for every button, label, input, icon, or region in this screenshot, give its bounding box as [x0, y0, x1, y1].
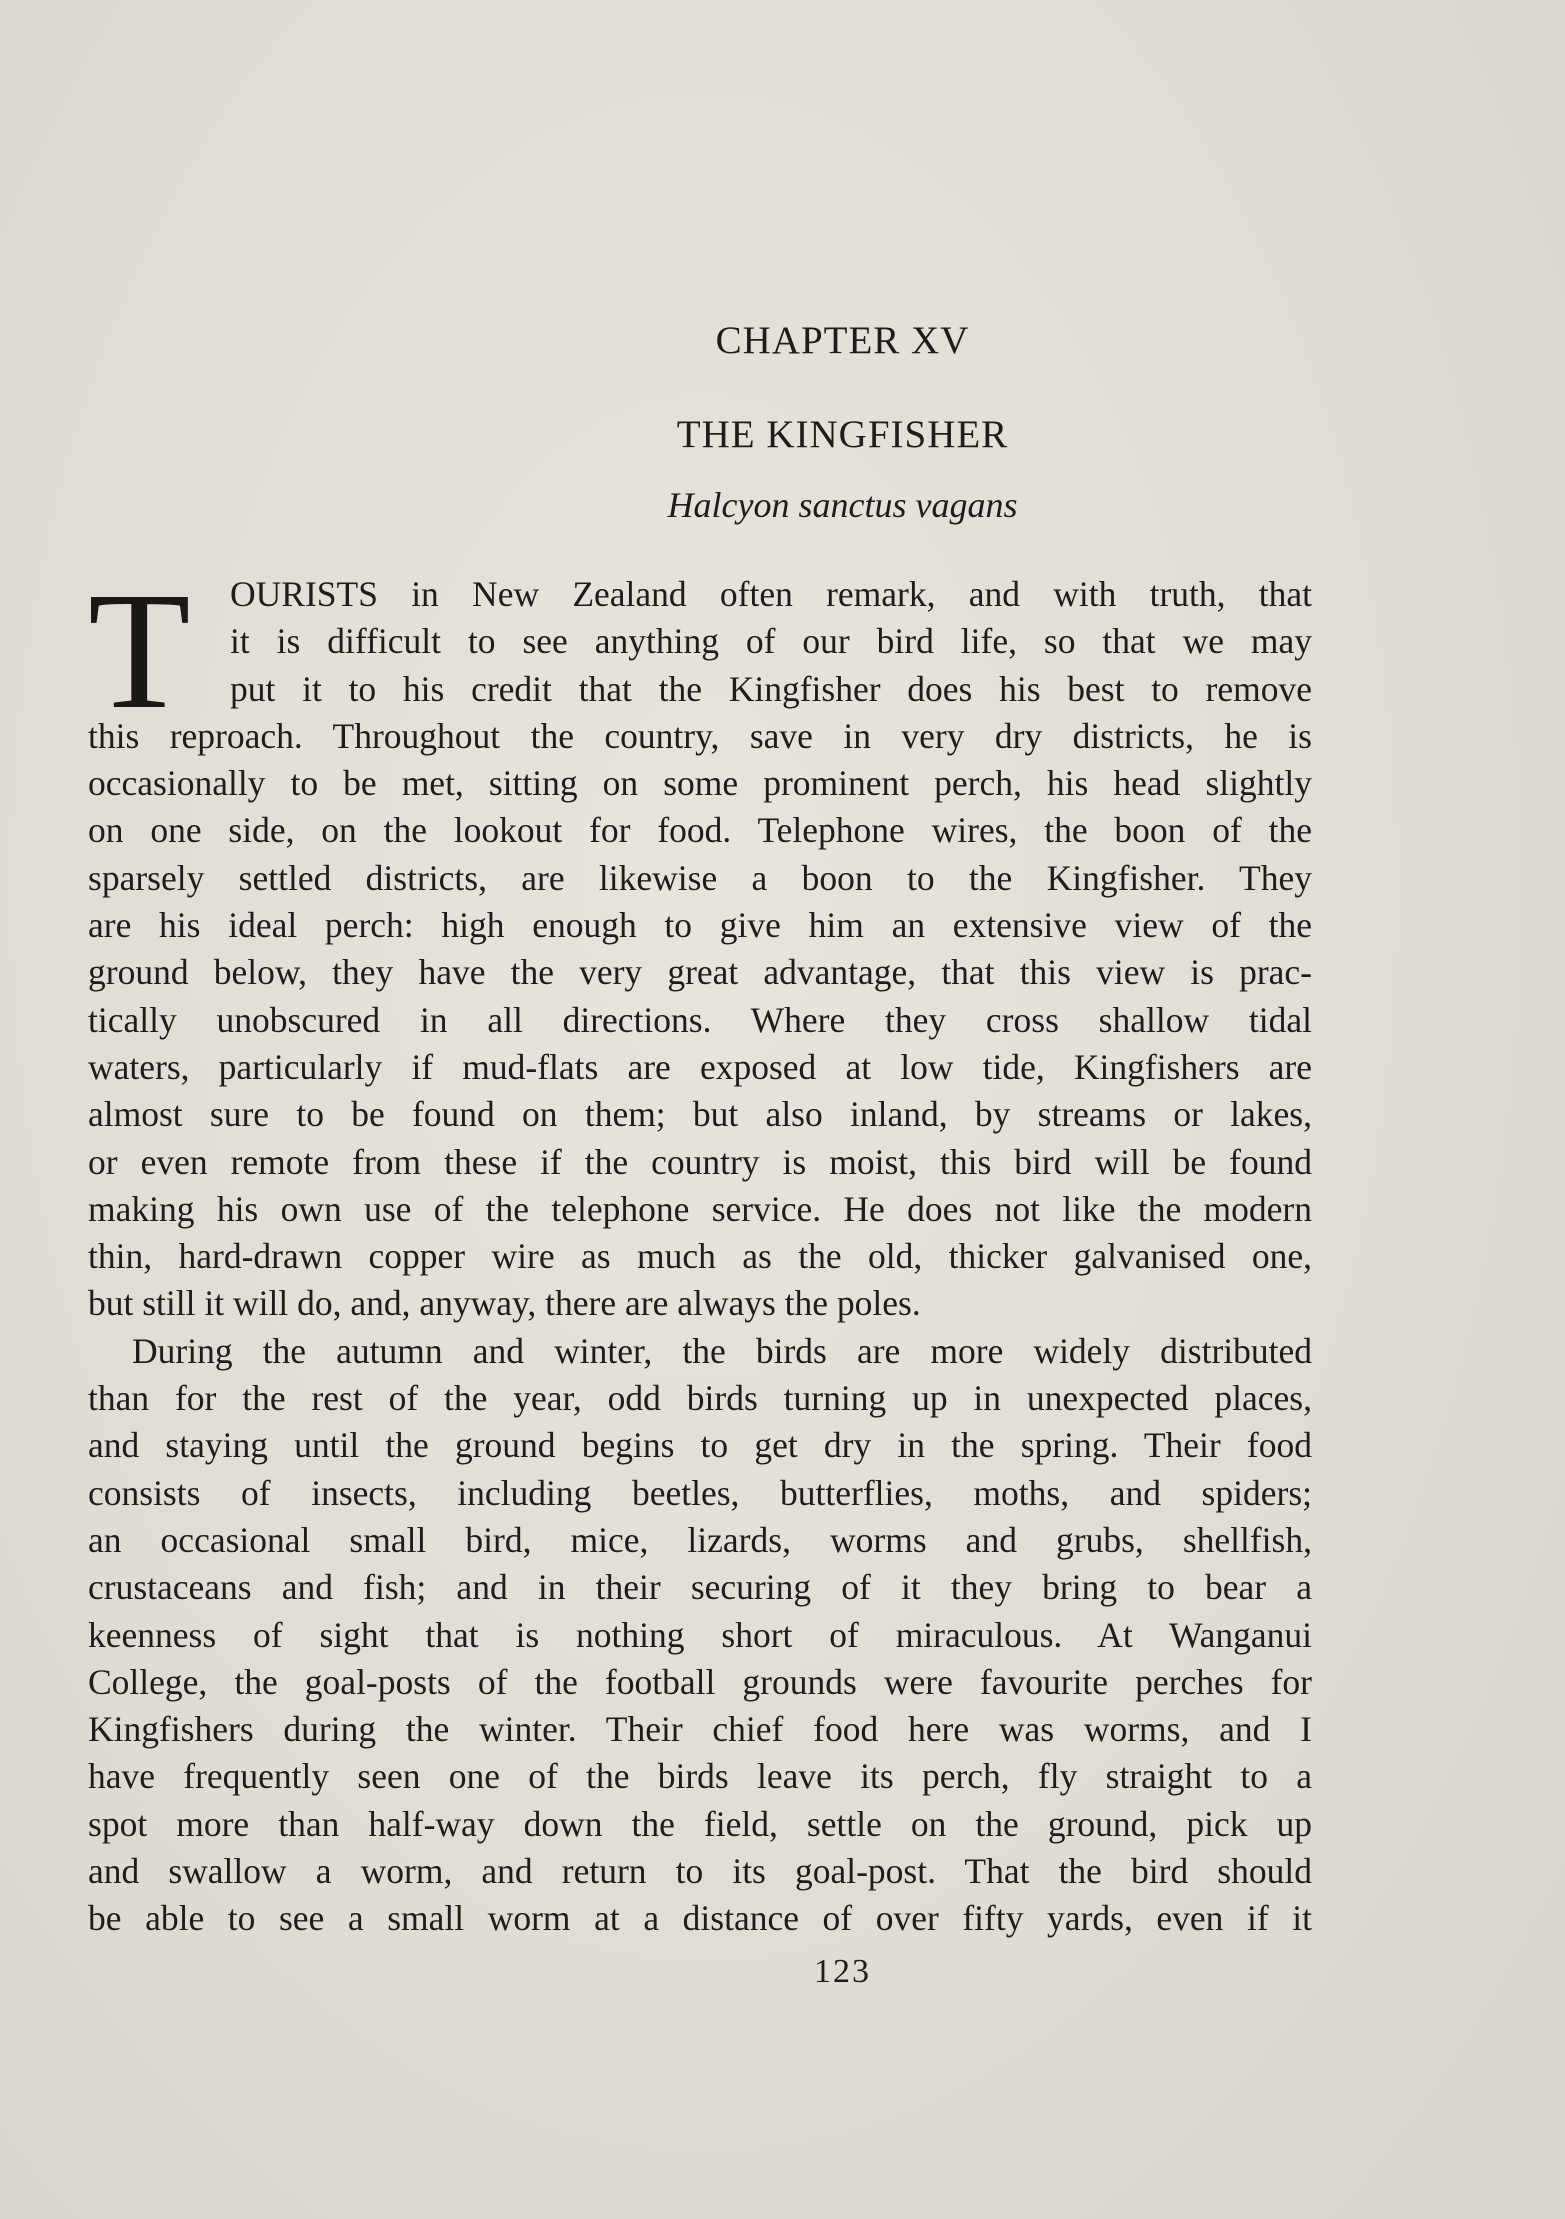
text-line: it is difficult to see anything of our bird life, so that we may [230, 621, 1312, 662]
text-line: put it to his credit that the Kingfisher does his best to remove [230, 668, 1312, 709]
text-line: consists of insects, including beetles, butterflies, moths, and spiders; [88, 1472, 1312, 1513]
chapter-title: THE KINGFISHER [676, 413, 1009, 456]
text-line: making his own use of the telephone service. He does not like the modern [88, 1188, 1312, 1229]
page-number: 123 [814, 1953, 871, 1990]
text-line: OURISTS in New Zealand often remark, and with truth, that [230, 574, 1312, 614]
text-line: crustaceans and fish; and in their securing of it they bring to bear a [88, 1567, 1312, 1608]
text-line: College, the goal-posts of the football grounds were favourite perches for [88, 1661, 1312, 1702]
drop-cap: T [88, 558, 191, 744]
body-text [88, 558, 1312, 1943]
text-line: be able to see a small worm at a distance of over fifty yards, even if it [88, 1898, 1312, 1939]
text-line: are his ideal perch: high enough to give him an extensive view of the [88, 905, 1312, 946]
text-line: on one side, on the lookout for food. Telephone wires, the boon of the [88, 810, 1312, 851]
text-line: an occasional small bird, mice, lizards, worms and grubs, shellfish, [88, 1519, 1312, 1560]
text-line: tically unobscured in all directions. Where they cross shallow tidal [88, 999, 1312, 1040]
text-line: During the autumn and winter, the birds are more widely distributed [132, 1330, 1312, 1371]
text-line: occasionally to be met, sitting on some prominent perch, his head slightly [88, 763, 1312, 804]
chapter-subtitle: Halcyon sanctus vagans [667, 485, 1018, 525]
text-line: almost sure to be found on them; but also inland, by streams or lakes, [88, 1094, 1312, 1135]
text-line: keenness of sight that is nothing short of miraculous. At Wanganui [88, 1614, 1312, 1655]
text-line: and staying until the ground begins to get dry in the spring. Their food [88, 1425, 1312, 1466]
chapter-heading: CHAPTER XV [715, 319, 970, 362]
text-line: waters, particularly if mud-flats are exposed at low tide, Kingfishers are [88, 1046, 1312, 1087]
text-line: ground below, they have the very great advantage, that this view is prac- [88, 952, 1312, 993]
text-line: than for the rest of the year, odd birds turning up in unexpected places, [88, 1378, 1312, 1419]
text-line: this reproach. Throughout the country, save in very dry districts, he is [88, 715, 1312, 756]
text-line: sparsely settled districts, are likewise a boon to the Kingfisher. They [88, 857, 1312, 898]
text-line: and swallow a worm, and return to its goal-post. That the bird should [88, 1851, 1312, 1892]
text-line: or even remote from these if the country is moist, this bird will be found [88, 1141, 1312, 1182]
text-line: but still it will do, and, anyway, there are always the poles. [88, 1283, 921, 1324]
text-line: have frequently seen one of the birds leave its perch, fly straight to a [88, 1756, 1312, 1797]
text-line: spot more than half-way down the field, settle on the ground, pick up [88, 1803, 1312, 1844]
text-line: Kingfishers during the winter. Their chief food here was worms, and I [88, 1709, 1312, 1750]
text-line: thin, hard-drawn copper wire as much as the old, thicker galvanised one, [88, 1236, 1312, 1277]
